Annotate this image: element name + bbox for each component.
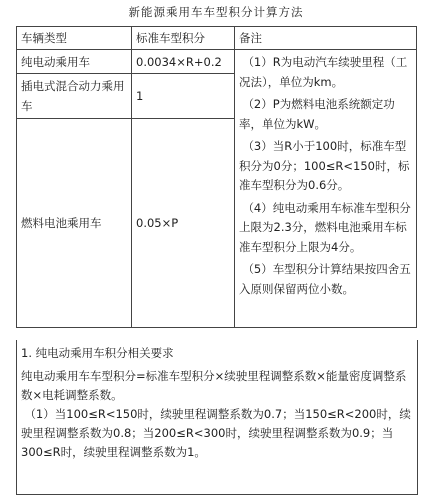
cell-vehicle-type: 纯电动乘用车	[17, 50, 132, 74]
note-item: （5）车型积分计算结果按四舍五入原则保留两位小数。	[239, 262, 411, 296]
note-item: （1）R为电动汽车续驶里程（工况法），单位为km。	[239, 55, 408, 89]
cell-standard-score: 0.0034×R+0.2	[132, 50, 235, 74]
cell-standard-score: 0.05×P	[132, 119, 235, 328]
credit-calculation-table	[16, 26, 417, 328]
formula-paragraph: 纯电动乘用车车型积分=标准车型积分×续驶里程调整系数×能量密度调整系数×电耗调整系数。	[21, 369, 407, 402]
note-item: （3）当R小于100时，标准车型积分为0分；100≤R<150时，标准车型积分为0.6分。	[239, 139, 410, 192]
section-heading: 1. 纯电动乘用车积分相关要求	[21, 346, 174, 360]
header-standard-score: 标准车型积分	[132, 27, 235, 50]
document-title: 新能源乘用车车型积分计算方法	[128, 5, 304, 19]
header-vehicle-type: 车辆类型	[17, 27, 132, 50]
cell-vehicle-type: 插电式混合动力乘用车	[17, 74, 132, 119]
cell-vehicle-type: 燃料电池乘用车	[17, 119, 132, 328]
header-remarks: 备注	[235, 27, 417, 50]
cell-standard-score: 1	[132, 74, 235, 119]
table-header-row	[17, 27, 417, 50]
rule-paragraph: （1）当100≤R<150时，续驶里程调整系数为0.7；当150≤R<200时，续驶里程调整系数为0.8；当200≤R<300时，续驶里程调整系数为0.9；当300≤R时，续驶里程调整系数为1。	[21, 407, 411, 459]
remarks-cell	[235, 50, 417, 328]
requirements-section	[16, 340, 418, 495]
table-row	[17, 50, 417, 74]
note-item: （4）纯电动乘用车标准车型积分上限为2.3分，燃料电池乘用车标准车型积分上限为4分。	[239, 200, 411, 254]
note-item: （2）P为燃料电池系统额定功率，单位为kW。	[239, 97, 395, 131]
